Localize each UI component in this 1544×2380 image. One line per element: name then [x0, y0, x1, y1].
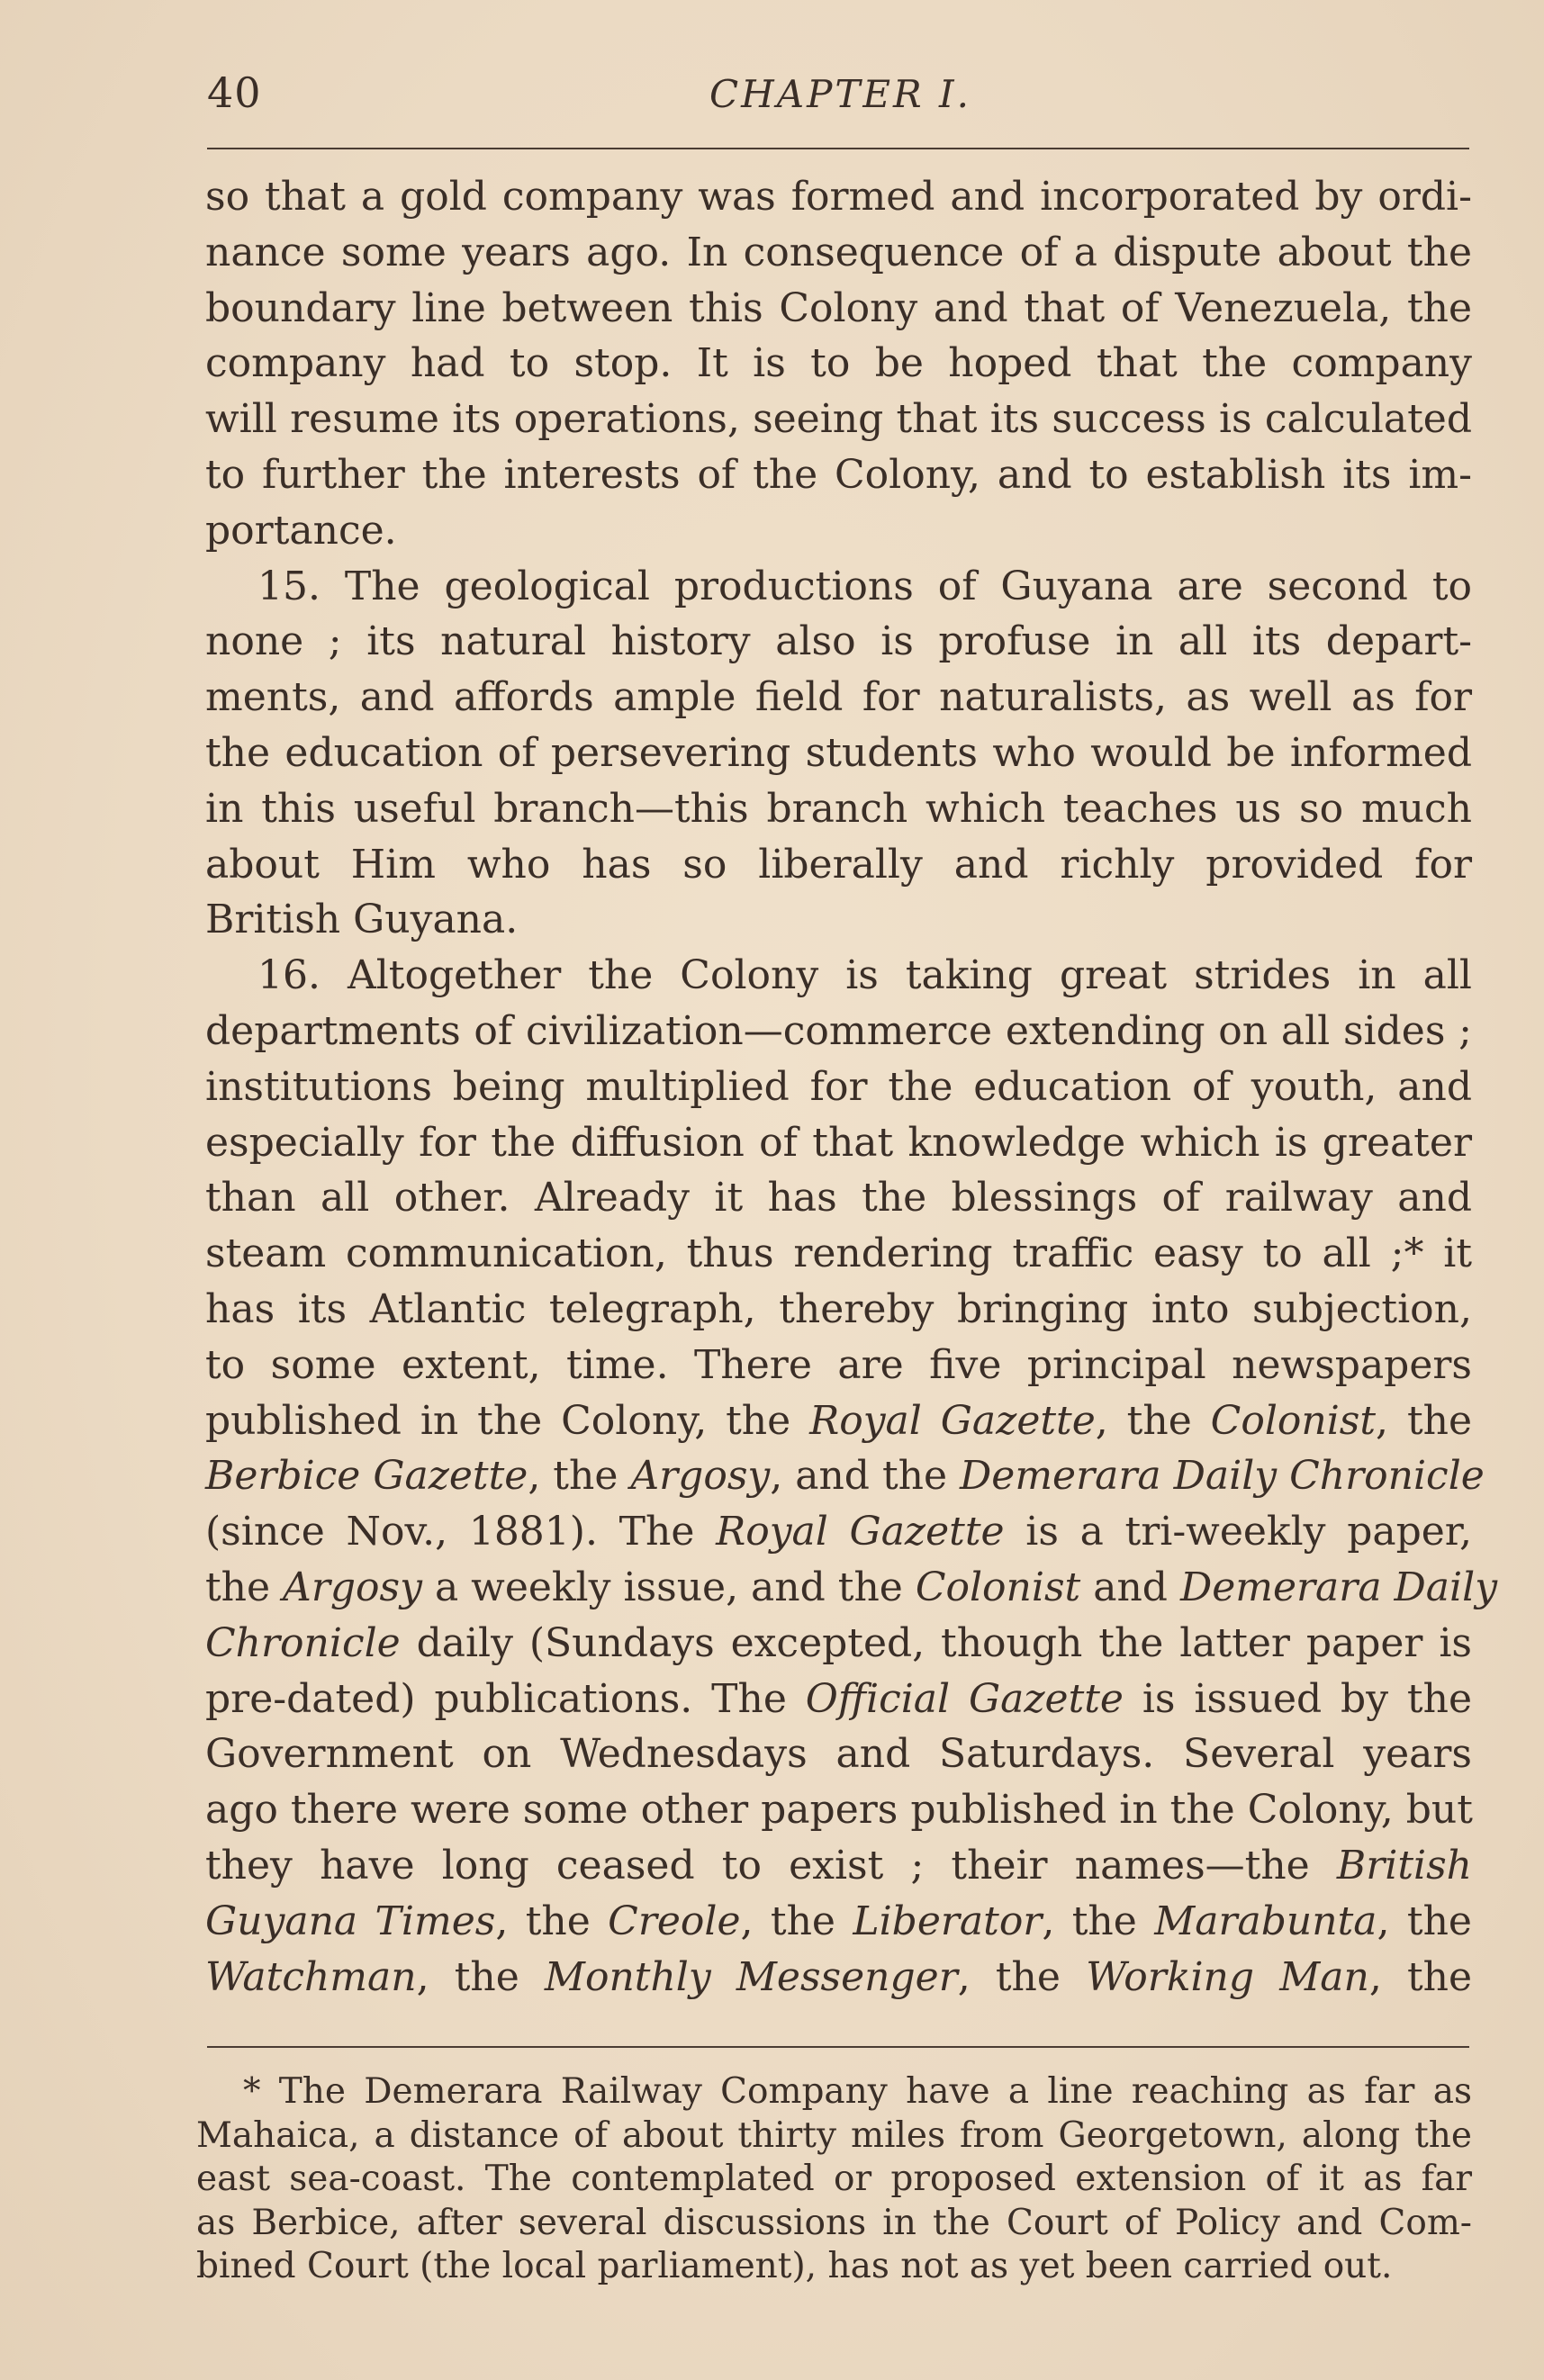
footnote-rule	[207, 2046, 1469, 2048]
body-line: about Him who has so liberally and richly provided for	[205, 841, 1472, 888]
newspaper-title: Liberator	[853, 1898, 1043, 1944]
footnote-line: east sea-coast. The contemplated or proposed extension of it as far	[196, 2159, 1472, 2199]
newspaper-title: Working Man	[1086, 1953, 1369, 2000]
body-line: has its Atlantic telegraph, thereby bringing into subjection,	[205, 1285, 1472, 1332]
footnote-line: as Berbice, after several discussions in the Court of Policy and Com-	[196, 2202, 1472, 2243]
newspaper-title: Marabunta	[1154, 1898, 1377, 1944]
body-line: institutions being multiplied for the education of youth, and	[205, 1063, 1472, 1110]
newspaper-title: Creole	[608, 1898, 741, 1944]
body-line: steam communication, thus rendering traffic easy to all ;* it	[205, 1231, 1472, 1277]
newspaper-title: Guyana Times	[205, 1898, 496, 1944]
body-line: to further the interests of the Colony, and to establish its im-	[205, 451, 1472, 498]
body-line: the Argosy a weekly issue, and the Colonist and Demerara Daily	[205, 1564, 1498, 1610]
newspaper-title: Demerara Daily	[1179, 1564, 1498, 1610]
paragraph-15-start: 15. The geological productions of Guyana are second to	[257, 563, 1472, 609]
body-line: in this useful branch—this branch which teaches us so much	[205, 785, 1472, 832]
body-line: company had to stop. It is to be hoped that the company	[205, 340, 1472, 387]
footnote-line: bined Court (the local parliament), has not as yet been carried out.	[196, 2246, 1393, 2286]
body-line: Government on Wednesdays and Saturdays. Several years	[205, 1731, 1472, 1778]
header-rule	[207, 148, 1469, 149]
newspaper-title: British	[1336, 1842, 1472, 1889]
footnote	[196, 2070, 1472, 2289]
body-line: so that a gold company was formed and incorporated by ordi-	[205, 174, 1472, 220]
newspaper-title: Argosy	[283, 1564, 422, 1610]
newspaper-title: Monthly Messenger	[544, 1953, 958, 2000]
body-text	[205, 169, 1498, 2005]
newspaper-title: Colonist	[1210, 1397, 1377, 1444]
body-line: boundary line between this Colony and that of Venezuela, the	[205, 284, 1472, 331]
newspaper-title: Royal Gazette	[716, 1509, 1005, 1555]
body-line: nance some years ago. In consequence of a dispute about the	[205, 229, 1472, 275]
body-line: Guyana Times, the Creole, the Liberator, the Marabunta, the	[205, 1898, 1472, 1944]
body-line: they have long ceased to exist ; their names—the British	[205, 1842, 1472, 1889]
body-line: will resume its operations, seeing that its success is calculated	[205, 396, 1472, 443]
newspaper-title: Official Gazette	[805, 1675, 1124, 1722]
body-line: departments of civilization—commerce extending on all sides ;	[205, 1007, 1472, 1054]
body-line: to some extent, time. There are five principal newspapers	[205, 1341, 1472, 1388]
body-line: ago there were some other papers published in the Colony, but	[205, 1787, 1473, 1834]
page-header	[207, 63, 1467, 126]
body-line: Chronicle daily (Sundays excepted, though the latter paper is	[205, 1619, 1472, 1666]
page-number: 40	[207, 68, 262, 117]
running-head: CHAPTER I.	[709, 72, 971, 116]
paragraph-16-start: 16. Altogether the Colony is taking great strides in all	[257, 952, 1472, 999]
newspaper-title: Demerara Daily Chronicle	[960, 1453, 1485, 1500]
body-line: (since Nov., 1881). The Royal Gazette is a tri-weekly paper,	[205, 1509, 1472, 1555]
body-line: Watchman, the Monthly Messenger, the Working Man, the	[205, 1953, 1473, 2000]
body-line: pre-dated) publications. The Official Gazette is issued by the	[205, 1675, 1472, 1722]
footnote-line: * The Demerara Railway Company have a line reaching as far as	[243, 2071, 1472, 2112]
body-line: than all other. Already it has the blessings of railway and	[205, 1175, 1472, 1222]
body-line: British Guyana.	[205, 897, 519, 943]
newspaper-title: Watchman	[205, 1953, 417, 2000]
body-line: the education of persevering students who would be informed	[205, 729, 1472, 776]
body-line: ments, and affords ample field for naturalists, as well as for	[205, 674, 1472, 721]
body-line: none ; its natural history also is profuse in all its depart-	[205, 618, 1472, 665]
newspaper-title: Royal Gazette	[809, 1397, 1096, 1444]
body-line: portance.	[205, 507, 397, 554]
newspaper-title: Berbice Gazette	[205, 1453, 528, 1500]
body-line: Berbice Gazette, the Argosy, and the Demerara Daily Chronicle	[205, 1453, 1485, 1500]
body-line: published in the Colony, the Royal Gazette, the Colonist, the	[205, 1397, 1473, 1444]
newspaper-title: Chronicle	[205, 1619, 401, 1666]
newspaper-title: Colonist	[915, 1564, 1081, 1610]
body-line: especially for the diffusion of that knowledge which is greater	[205, 1119, 1472, 1166]
newspaper-title: Argosy	[630, 1453, 771, 1500]
footnote-line: Mahaica, a distance of about thirty miles from Georgetown, along the	[196, 2114, 1472, 2156]
